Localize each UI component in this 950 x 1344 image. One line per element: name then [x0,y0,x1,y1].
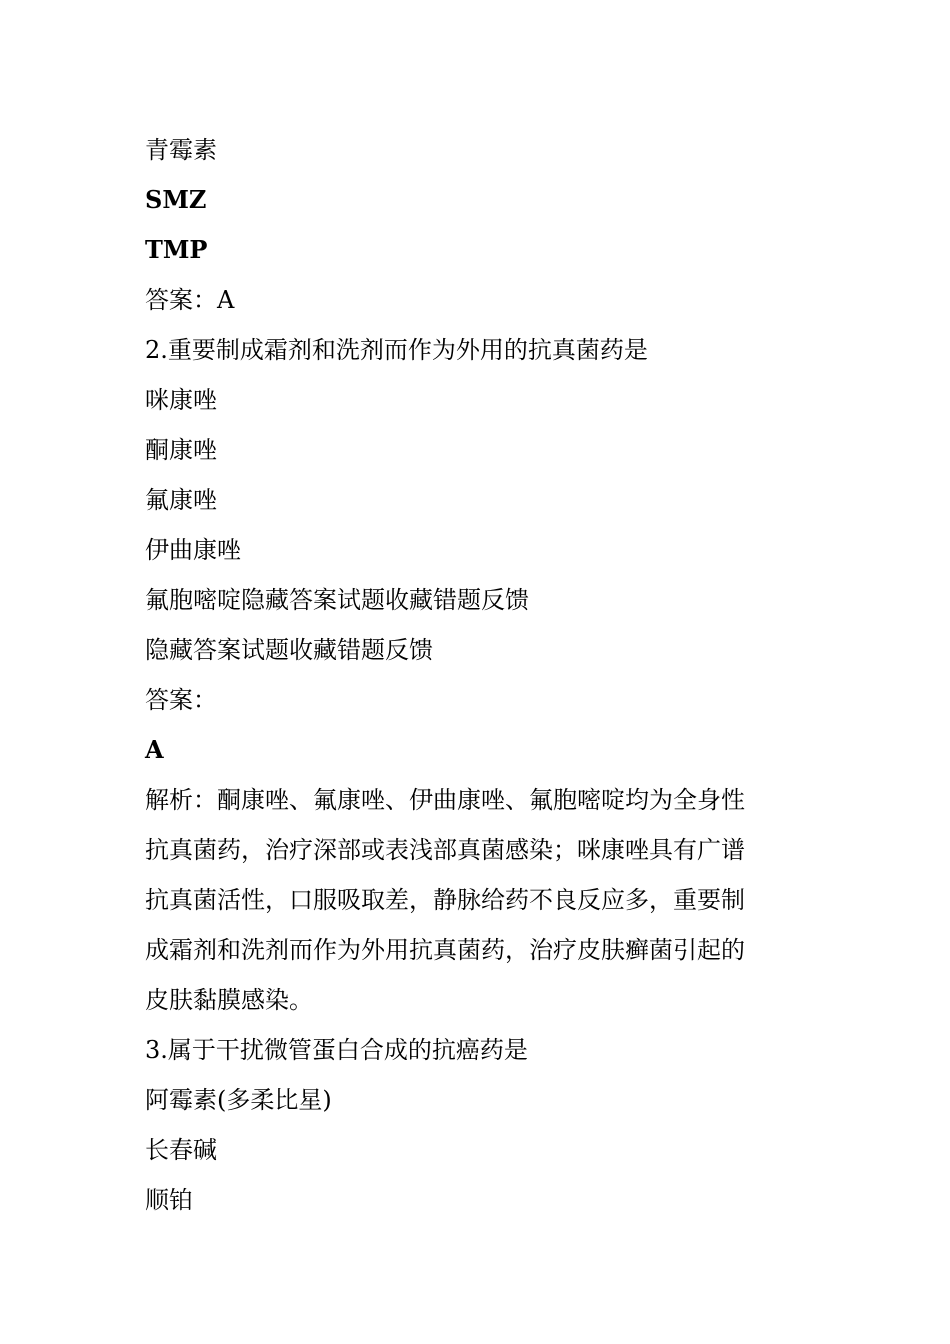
document-content [145,125,815,1225]
q2-question: 2.重要制成霜剂和洗剂而作为外用的抗真菌药是 [145,336,648,364]
option-tmp: TMP [145,235,208,264]
q2-option-c: 氟康唑 [145,486,217,514]
q2-answer-label: 答案： [145,686,217,714]
q2-option-d: 伊曲康唑 [145,536,241,564]
explanation-line: 成霜剂和洗剂而作为外用抗真菌药，治疗皮肤癣菌引起的 [145,936,745,964]
q3-option-c: 顺铂 [145,1186,193,1214]
q2-option-e: 氟胞嘧啶隐藏答案试题收藏错题反馈 [145,586,529,614]
explanation-line: 抗真菌药，治疗深部或表浅部真菌感染；咪康唑具有广谱 [145,836,745,864]
q2-option-a: 咪康唑 [145,386,217,414]
explanation-line: 皮肤黏膜感染。 [145,986,313,1014]
q3-question: 3.属于干扰微管蛋白合成的抗癌药是 [145,1036,528,1064]
option-smz: SMZ [145,185,207,214]
q2-actions: 隐藏答案试题收藏错题反馈 [145,636,433,664]
q3-option-b: 长春碱 [145,1136,217,1164]
q1-answer: 答案：A [145,286,235,314]
q2-answer-value: A [145,735,164,764]
q3-option-a: 阿霉素(多柔比星) [145,1086,332,1114]
explanation-line: 抗真菌活性，口服吸取差，静脉给药不良反应多，重要制 [145,886,745,914]
explanation-line: 解析：酮康唑、氟康唑、伊曲康唑、氟胞嘧啶均为全身性 [145,786,745,814]
q2-explanation [145,775,815,1025]
option-penicillin: 青霉素 [145,136,217,164]
q2-option-b: 酮康唑 [145,436,217,464]
